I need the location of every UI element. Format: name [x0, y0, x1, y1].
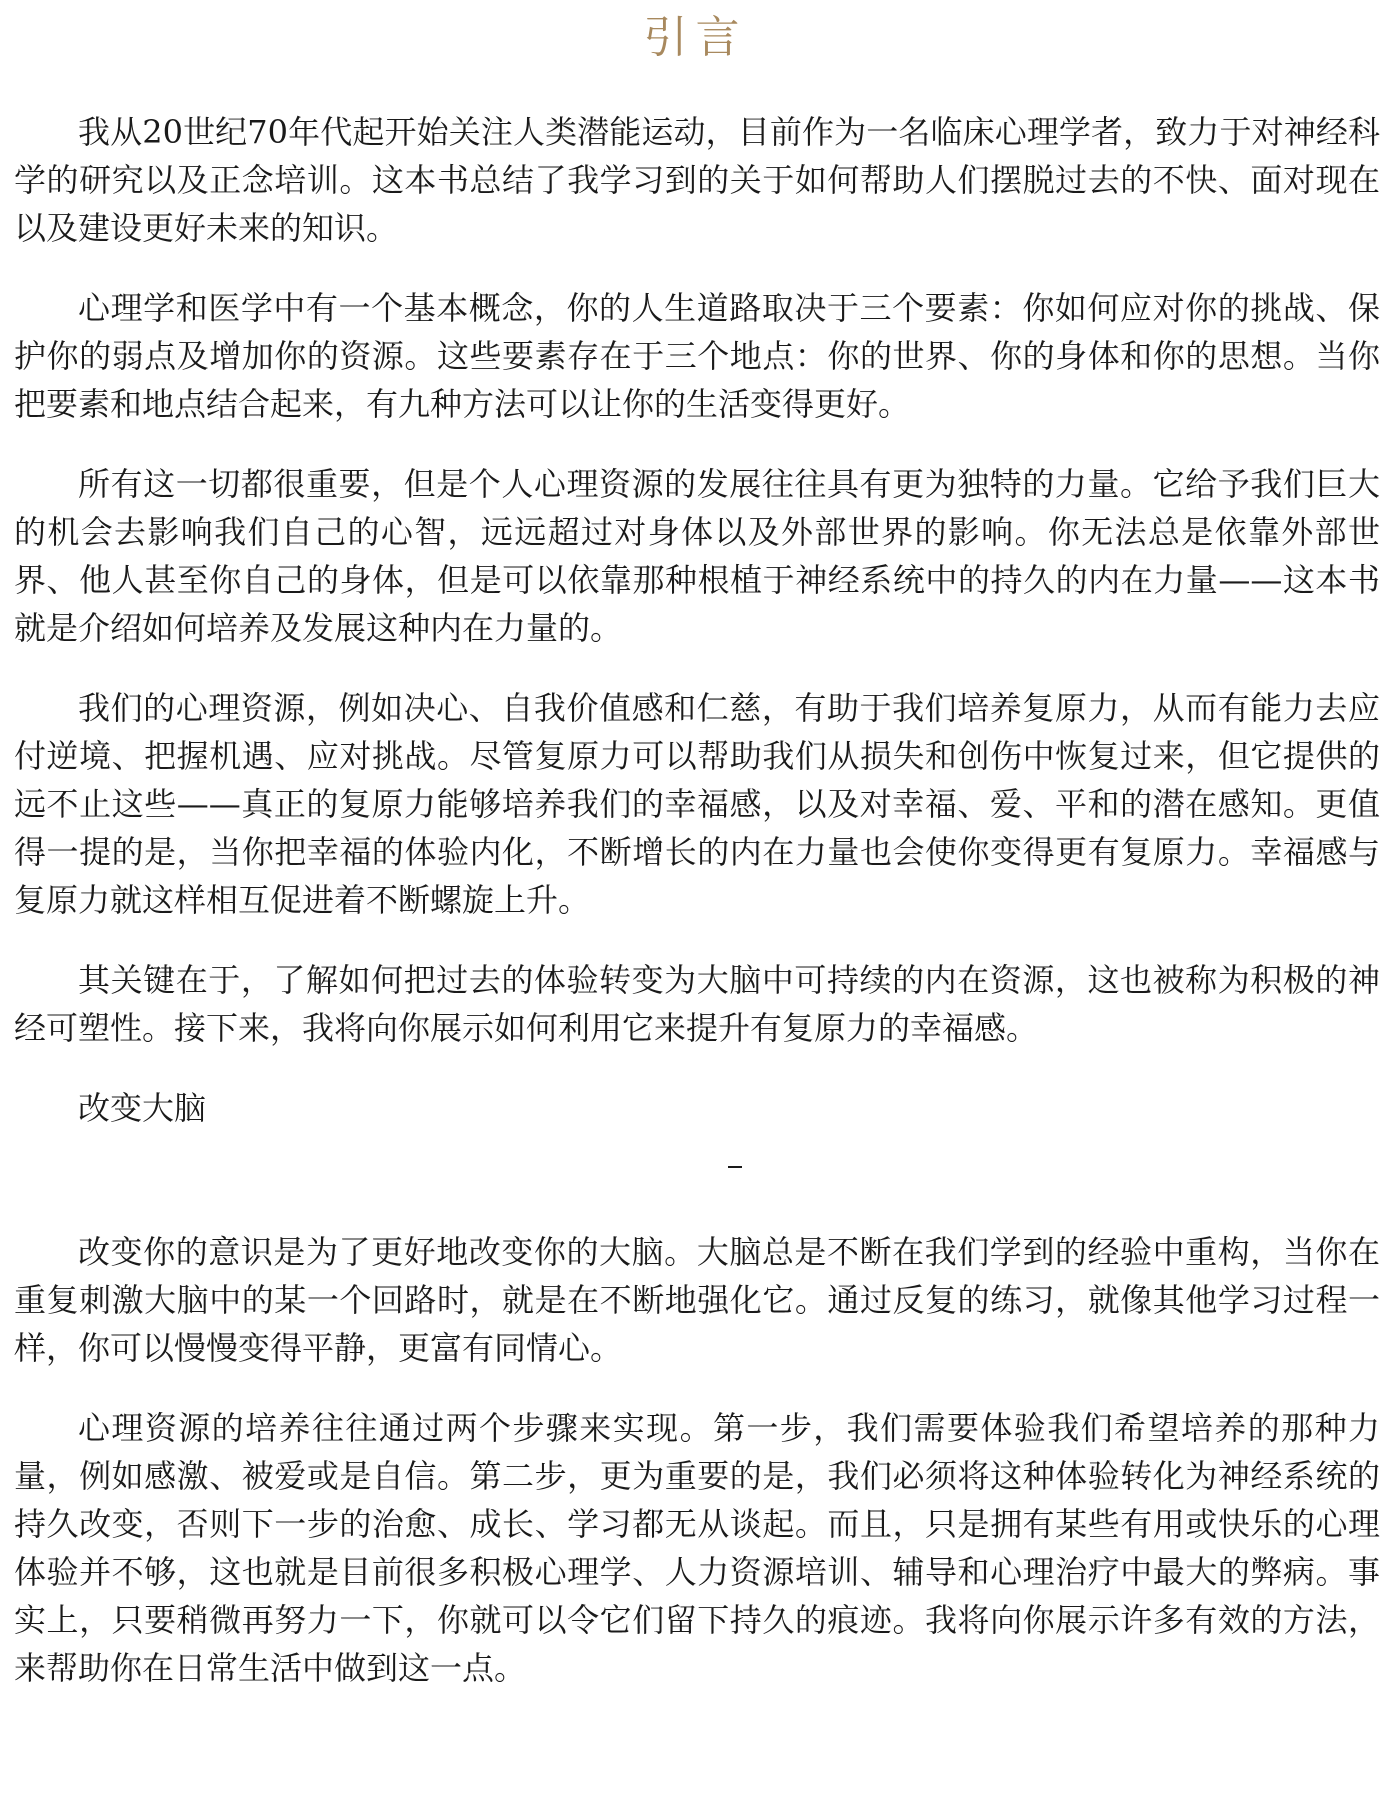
body-text	[14, 108, 1380, 1724]
paragraph-4: 我们的心理资源，例如决心、自我价值感和仁慈，有助于我们培养复原力，从而有能力去应付逆境、把握机遇、应对挑战。尽管复原力可以帮助我们从损失和创伤中恢复过来，但它提供的远不止这些——真正的复原力能够培养我们的幸福感，以及对幸福、爱、平和的潜在感知。更值得一提的是，当你把幸福的体验内化，不断增长的内在力量也会使你变得更有复原力。幸福感与复原力就这样相互促进着不断螺旋上升。	[14, 689, 1380, 919]
chapter-title: 引言	[643, 12, 748, 63]
paragraph-1: 我从20世纪70年代起开始关注人类潜能运动，目前作为一名临床心理学者，致力于对神经科学的研究以及正念培训。这本书总结了我学习到的关于如何帮助人们摆脱过去的不快、面对现在以及建设更好未来的知识。	[14, 113, 1380, 247]
paragraph-6: 改变你的意识是为了更好地改变你的大脑。大脑总是不断在我们学到的经验中重构，当你在重复刺激大脑中的某一个回路时，就是在不断地强化它。通过反复的练习，就像其他学习过程一样，你可以慢慢变得平静，更富有同情心。	[14, 1233, 1380, 1367]
section-divider	[728, 1166, 742, 1168]
paragraph-2: 心理学和医学中有一个基本概念，你的人生道路取决于三个要素：你如何应对你的挑战、保护你的弱点及增加你的资源。这些要素存在于三个地点：你的世界、你的身体和你的思想。当你把要素和地点结合起来，有九种方法可以让你的生活变得更好。	[14, 289, 1380, 423]
paragraph-3: 所有这一切都很重要，但是个人心理资源的发展往往具有更为独特的力量。它给予我们巨大的机会去影响我们自己的心智，远远超过对身体以及外部世界的影响。你无法总是依靠外部世界、他人甚至你自己的身体，但是可以依靠那种根植于神经系统中的持久的内在力量——这本书就是介绍如何培养及发展这种内在力量的。	[14, 465, 1380, 647]
paragraph-5: 其关键在于，了解如何把过去的体验转变为大脑中可持续的内在资源，这也被称为积极的神经可塑性。接下来，我将向你展示如何利用它来提升有复原力的幸福感。	[14, 961, 1380, 1047]
section-heading: 改变大脑	[78, 1089, 207, 1127]
section-divider-area	[14, 1132, 1380, 1228]
paragraph-7: 心理资源的培养往往通过两个步骤来实现。第一步，我们需要体验我们希望培养的那种力量，例如感激、被爱或是自信。第二步，更为重要的是，我们必须将这种体验转化为神经系统的持久改变，否则下一步的治愈、成长、学习都无从谈起。而且，只是拥有某些有用或快乐的心理体验并不够，这也就是目前很多积极心理学、人力资源培训、辅导和心理治疗中最大的弊病。事实上，只要稍微再努力一下，你就可以令它们留下持久的痕迹。我将向你展示许多有效的方法，来帮助你在日常生活中做到这一点。	[14, 1409, 1380, 1687]
